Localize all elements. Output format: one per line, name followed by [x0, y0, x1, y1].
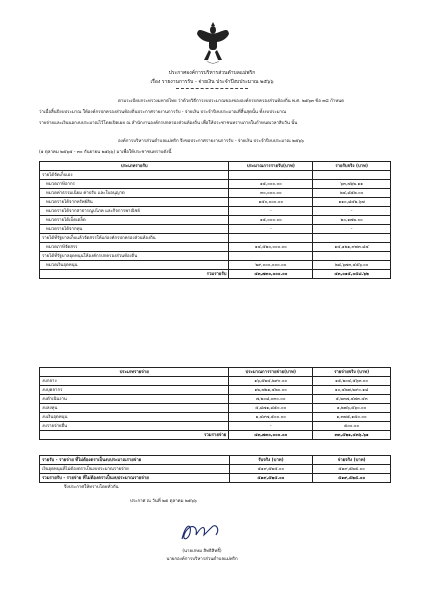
extra-total-rcv: ๕๑๙,๕๒๕.๐๐ [229, 474, 313, 483]
expense-row [40, 377, 391, 386]
extra-row-label: เงินอุดหนุนที่ไม่ต้องตราเป็นงบประมาณรายจ่าย [40, 465, 230, 474]
revenue-row-est: ๑๕,๐๐๐.๐๐ [229, 180, 313, 189]
revenue-total-label: รวมรายรับ [40, 270, 229, 279]
org-title: ประกาศองค์การบริหารส่วนตำบลแม่พริก [168, 70, 256, 76]
revenue-row-act [313, 234, 391, 243]
expense-row-act: ๑,๓๗๕,๑๕๐.๐๐ [313, 413, 391, 422]
revenue-row-est: - [229, 207, 313, 216]
expense-table [39, 367, 391, 440]
revenue-row-label: หมวดภาษีจัดสรร [40, 243, 229, 252]
announce-date: ประกาศ ณ วันที่ ๒๕ ตุลาคม ๒๕๖๖ [130, 499, 197, 504]
expense-row-act: ๕,๒๓๗,๔๗๓.๔๓ [313, 395, 391, 404]
extra-header-rcv: รับจริง (บาท) [229, 456, 313, 465]
expense-row-act: ๑๕,๒๐๔,๕๖๓.๐๐ [313, 377, 391, 386]
extra-total-pay: ๕๑๙,๕๒๕.๐๐ [313, 474, 391, 483]
expense-row [40, 386, 391, 395]
expense-total-act: ๓๓,๕๒๑,๔๓๖.๖๑ [313, 431, 391, 440]
expense-row-label: งบกลาง [40, 377, 229, 386]
revenue-row-est [229, 171, 313, 180]
expense-row-label: งบลงทุน [40, 404, 229, 413]
revenue-row [40, 171, 391, 180]
extra-header-type: รายรับ - รายจ่าย ที่ไม่ต้องตราเป็นงบประมาณรายจ่าย [40, 456, 230, 465]
extra-row-pay: ๕๑๙,๕๒๕.๐๐ [313, 465, 391, 474]
expense-header-est: ประมาณการรายจ่าย(บาท) [229, 368, 313, 377]
closing-text: จึงประกาศให้ทราบโดยทั่วกัน [64, 485, 119, 490]
extra-total-label: รวมรายรับ - รายจ่าย ที่ไม่ต้องตราเป็นงบประมาณรายจ่าย [40, 474, 230, 483]
revenue-row-label: หมวดรายได้จากทรัพย์สิน [40, 198, 229, 207]
revenue-row [40, 207, 391, 216]
revenue-row-act: ๑๑๐,๘๔๒.๖๗ [313, 198, 391, 207]
revenue-row-est: ๑๕,๐๐๐.๐๐ [229, 216, 313, 225]
extra-table [39, 455, 391, 483]
intro-line-1: ตามระเบียบกระทรวงมหาดไทย ว่าด้วยวิธีการงบประมาณของขององค์กรปกครองส่วนท้องถิ่น พ.ศ. ๒๕๖๓ ข้อ ๓๘ กำหนด [118, 99, 344, 104]
revenue-row [40, 261, 391, 270]
revenue-row [40, 216, 391, 225]
revenue-row [40, 234, 391, 243]
expense-row-est: ๕,๘๗๑,๘๕๐.๐๐ [229, 404, 313, 413]
revenue-row [40, 180, 391, 189]
expense-row [40, 404, 391, 413]
expense-row [40, 413, 391, 422]
signer-name: (นายเกษม สิทธิสิทธิ์) [182, 549, 222, 554]
expense-row-label: งบรายจ่ายอื่น [40, 422, 229, 431]
revenue-row-act [313, 252, 391, 261]
extra-row-rcv: ๕๑๙,๕๒๕.๐๐ [229, 465, 313, 474]
revenue-row-est [229, 234, 313, 243]
signer-title: นายกองค์การบริหารส่วนตำบลแม่พริก [166, 557, 238, 562]
expense-total-est: ๔๓,๗๓๐,๐๐๐.๐๐ [229, 431, 313, 440]
expense-row-label: งบเงินอุดหนุน [40, 413, 229, 422]
revenue-row-label: หมวดรายได้เบ็ดเตล็ด [40, 216, 229, 225]
expense-total-row [40, 431, 391, 440]
revenue-row [40, 252, 391, 261]
announce-line-2: (๑ ตุลาคม ๒๕๖๕ - ๓๐ กันยายน ๒๕๖๖) มาเพื่อให้ประชาชนทราบดังนี้ [39, 150, 172, 155]
expense-header-row [40, 368, 391, 377]
revenue-row [40, 243, 391, 252]
revenue-row-est: ๒๙,๐๐๐,๐๐๐.๐๐ [229, 261, 313, 270]
expense-header-act: รายจ่ายจริง (บาท) [313, 368, 391, 377]
intro-line-3: รายจ่ายและเงินนอกงบประมาณไว้โดยเปิดเผย ณ สำนักงานองค์กรปกครองส่วนท้องถิ่น เพื่อให้ประชาชนทราบภายในกำหนดเวลาสิบวัน นั้น [39, 121, 298, 126]
revenue-row-est: ๓๐,๐๐๐.๐๐ [229, 189, 313, 198]
expense-row-est: ๑๒,๗๒๑,๔๒๐.๐๐ [229, 386, 313, 395]
revenue-total-act: ๔๓,๐๑๕,๐๕๘.๖๒ [313, 270, 391, 279]
extra-row [40, 465, 391, 474]
revenue-row [40, 225, 391, 234]
revenue-row-est: ๑๔,๕๒๐,๐๐๐.๐๐ [229, 243, 313, 252]
expense-row-est: ๗,๒๐๘,๐๓๐.๐๐ [229, 395, 313, 404]
revenue-total-row [40, 270, 391, 279]
revenue-header-type: ประเภทรายรับ [40, 162, 229, 171]
revenue-row-act: - [313, 207, 391, 216]
expense-row-est: ๑๖,๕๒๔,๒๙๐.๐๐ [229, 377, 313, 386]
expense-header-type: ประเภทรายจ่าย [40, 368, 229, 377]
revenue-row-act: - [313, 225, 391, 234]
revenue-row-act: ๒๐,๑๗๒.๐๐ [313, 216, 391, 225]
expense-row-act: ๑๐,๔๒๗,๒๙๐.๑๘ [313, 386, 391, 395]
revenue-row-label: หมวดรายได้จากสาธารณูปโภค และกิจการพาณิชย์ [40, 207, 229, 216]
intro-line-2: ว่าเมื่อสิ้นปีงบประมาณ ให้องค์กรปกครองส่วนท้องถิ่นประกาศรายงานการรับ - จ่ายเงิน ประจำปีงบประมาณที่สิ้นสุดนั้น ทั้งงบประมาณ [39, 110, 287, 115]
revenue-row-act: ๒๔,๘๕๒.๐๐ [313, 189, 391, 198]
extra-header-pay: จ่ายจริง (บาท) [313, 456, 391, 465]
announce-line-1: องค์การบริหารส่วนตำบลแม่พริก จึงขอประกาศรายงานการรับ - จ่ายเงิน ประจำปีงบประมาณ ๒๕๖๖ [118, 139, 304, 144]
expense-row-est: - [229, 422, 313, 431]
revenue-row-act [313, 171, 391, 180]
revenue-row-label: รายได้ที่รัฐบาลเก็บแล้วจัดสรรให้แก่องค์กรปกครองส่วนท้องถิ่น [40, 234, 229, 243]
revenue-row [40, 198, 391, 207]
revenue-row-est: - [229, 225, 313, 234]
garuda-emblem [196, 20, 230, 66]
revenue-row-label: หมวดภาษีอากร [40, 180, 229, 189]
revenue-table [39, 161, 391, 279]
subject-title: เรื่อง รายงานการรับ - จ่ายเงิน ประจำปีงบประมาณ ๒๕๖๖ [150, 79, 274, 85]
revenue-row-label: หมวดค่าธรรมเนียม ค่าปรับ และใบอนุญาต [40, 189, 229, 198]
revenue-row-label: รายได้จัดเก็บเอง [40, 171, 229, 180]
expense-row [40, 422, 391, 431]
revenue-row-act: ๑๔,๑๒๑,๙๗๓.๘๔ [313, 243, 391, 252]
revenue-header-act: รายรับจริง (บาท) [313, 162, 391, 171]
revenue-header-est: ประมาณการรายรับ(บาท) [229, 162, 313, 171]
revenue-row-act: ๒๘,๖๗๓,๔๕๖.๐๐ [313, 261, 391, 270]
expense-row-label: งบบุคลากร [40, 386, 229, 395]
expense-row-est: ๑,๔๙๗,๕๐๐.๐๐ [229, 413, 313, 422]
revenue-row [40, 189, 391, 198]
extra-total-row [40, 474, 391, 483]
extra-header-row [40, 456, 391, 465]
expense-row-act: ๑,๒๗๖,๕๖๐.๐๐ [313, 404, 391, 413]
revenue-row-est: ๑๕๐,๐๐๐.๐๐ [229, 198, 313, 207]
revenue-total-est: ๔๓,๗๓๐,๐๐๐.๐๐ [229, 270, 313, 279]
revenue-row-act: ๖๓,๗๖๒.๑๑ [313, 180, 391, 189]
revenue-row-label: รายได้ที่รัฐบาลอุดหนุนให้องค์กรปกครองส่วนท้องถิ่น [40, 252, 229, 261]
expense-row-act: ๕๐๐.๐๐ [313, 422, 391, 431]
revenue-row-label: หมวดรายได้จากทุน [40, 225, 229, 234]
revenue-row-label: หมวดเงินอุดหนุน [40, 261, 229, 270]
revenue-row-est [229, 252, 313, 261]
signature-mark [172, 519, 232, 545]
divider [176, 88, 248, 89]
expense-row-label: งบดำเนินงาน [40, 395, 229, 404]
revenue-header-row [40, 162, 391, 171]
expense-total-label: รวมรายจ่าย [40, 431, 229, 440]
expense-row [40, 395, 391, 404]
